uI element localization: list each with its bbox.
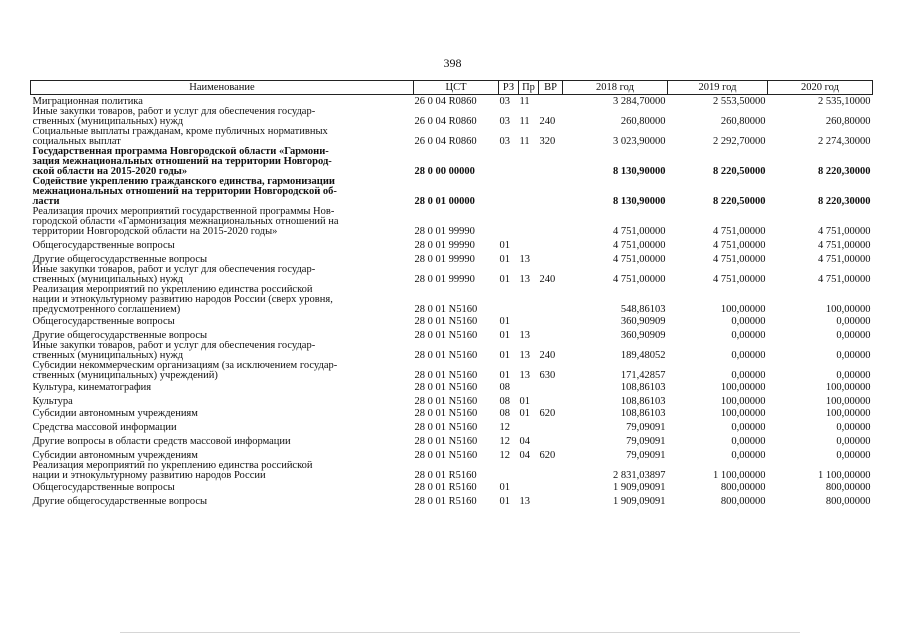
page-bottom-rule [120, 632, 800, 633]
row-name [31, 327, 414, 341]
row-name [31, 461, 414, 481]
row-2020: 2 535,10000 [818, 95, 871, 107]
row-vr: 620 [539, 407, 556, 419]
row-2020: 260,80000 [825, 115, 871, 127]
row-2019: 4 751,00000 [713, 239, 766, 251]
row-2019: 100,00000 [720, 395, 766, 407]
row-cst: 28 0 01 N5160 [414, 315, 478, 327]
row-name [31, 393, 414, 407]
header-2019: 2019 год [668, 81, 768, 95]
row-2018: 3 284,70000 [613, 95, 666, 107]
table-row [31, 95, 873, 107]
row-2020: 100,00000 [825, 303, 871, 315]
row-name [31, 147, 414, 177]
row-vr [539, 327, 563, 341]
row-rz: 01 [499, 239, 510, 251]
row-name [31, 315, 414, 327]
row-name [31, 95, 414, 107]
row-2020: 2 274,30000 [818, 135, 871, 147]
row-rz: 01 [499, 273, 510, 285]
row-name [31, 177, 414, 207]
row-vr: 320 [539, 135, 556, 147]
row-2020: 4 751,00000 [818, 273, 871, 285]
row-vr [539, 207, 563, 237]
row-name-line: ственных (муниципальных) нужд [32, 115, 184, 127]
row-rz: 08 [499, 407, 510, 419]
header-rz: РЗ [499, 81, 519, 95]
row-cst: 28 0 01 99990 [414, 253, 475, 265]
row-name-line: Общегосударственные вопросы [32, 481, 175, 493]
row-name-line: Другие общегосударственные вопросы [32, 329, 208, 341]
row-2020: 8 220,30000 [818, 165, 871, 177]
row-cst: 28 0 01 99990 [414, 225, 475, 237]
row-name-line: Иные закупки товаров, работ и услуг для обеспечения государ- [32, 264, 316, 275]
page-number: 398 [443, 56, 462, 70]
row-pr: 13 [519, 253, 530, 265]
row-vr [539, 95, 563, 107]
row-2018: 108,86103 [620, 381, 666, 393]
row-name-line: Иные закупки товаров, работ и услуг для обеспечения государ- [32, 340, 316, 351]
row-cst: 28 0 01 R5160 [414, 495, 477, 507]
row-cst: 28 0 01 N5160 [414, 435, 478, 447]
row-rz: 12 [499, 449, 510, 461]
row-name-line: Другие общегосударственные вопросы [32, 253, 208, 265]
row-2020: 0,00000 [836, 315, 871, 327]
row-pr: 04 [519, 435, 530, 447]
row-rz [499, 207, 519, 237]
row-2019: 2 292,70000 [713, 135, 766, 147]
row-pr [519, 315, 539, 327]
row-cst: 28 0 01 N5160 [414, 421, 478, 433]
row-2018: 79,09091 [626, 421, 666, 433]
table-row [31, 419, 873, 433]
row-name [31, 481, 414, 493]
row-pr [519, 207, 539, 237]
row-2019: 4 751,00000 [713, 253, 766, 265]
row-2018: 1 909,09091 [613, 495, 666, 507]
row-2018: 108,86103 [620, 395, 666, 407]
row-cst: 28 0 01 R5160 [414, 481, 477, 493]
row-2020: 0,00000 [836, 435, 871, 447]
row-vr [539, 315, 563, 327]
row-name-line: Реализация прочих мероприятий государственной программы Нов- [32, 206, 335, 217]
row-name-line: Общегосударственные вопросы [32, 239, 175, 251]
row-rz: 01 [499, 369, 510, 381]
row-name-line: нации и этнокультурному развитию народов России (сверх уровня, [32, 293, 333, 305]
header-pr: Пр [519, 81, 539, 95]
row-name [31, 361, 414, 381]
row-2020: 4 751,00000 [818, 225, 871, 237]
row-2020: 4 751,00000 [818, 239, 871, 251]
row-cst: 28 0 01 N5160 [414, 303, 478, 315]
table-row [31, 407, 873, 419]
table-body [31, 95, 873, 507]
row-rz: 01 [499, 315, 510, 327]
row-rz: 08 [499, 381, 510, 393]
row-2019: 4 751,00000 [713, 225, 766, 237]
row-name-line: межнациональных отношений на территории Новгородской об- [32, 185, 337, 197]
table-row [31, 393, 873, 407]
table-row [31, 207, 873, 237]
row-cst: 28 0 01 N5160 [414, 329, 478, 341]
row-cst: 28 0 01 R5160 [414, 469, 477, 481]
row-pr: 01 [519, 395, 530, 407]
table-row [31, 341, 873, 361]
row-name-line: Культура, кинематография [32, 381, 152, 393]
row-pr: 11 [519, 135, 530, 147]
row-name-line: ласти [32, 195, 60, 207]
row-vr [539, 147, 563, 177]
row-2018: 79,09091 [626, 449, 666, 461]
row-2018: 4 751,00000 [613, 239, 666, 251]
row-name [31, 285, 414, 315]
row-rz: 01 [499, 253, 510, 265]
row-2018: 4 751,00000 [613, 273, 666, 285]
row-name [31, 251, 414, 265]
row-pr [519, 481, 539, 493]
row-pr: 11 [519, 115, 530, 127]
row-cst: 28 0 01 N5160 [414, 349, 478, 361]
row-pr [519, 419, 539, 433]
row-vr: 620 [539, 449, 556, 461]
row-name-line: ственных (муниципальных) учреждений) [32, 369, 218, 381]
table-row [31, 381, 873, 393]
row-2018: 260,80000 [620, 115, 666, 127]
row-pr: 11 [519, 95, 530, 107]
table-row [31, 461, 873, 481]
row-rz [499, 177, 519, 207]
row-pr [519, 461, 539, 481]
row-rz: 01 [499, 349, 510, 361]
row-name-line: Другие общегосударственные вопросы [32, 495, 208, 507]
header-cst: ЦСТ [414, 81, 499, 95]
row-pr: 13 [519, 273, 530, 285]
row-name-line: Реализация мероприятий по укреплению единства российской [32, 460, 313, 471]
row-vr [539, 381, 563, 393]
row-2018: 8 130,90000 [613, 165, 666, 177]
row-name-line: городской области «Гармонизация межнациональных отношений на [32, 215, 339, 227]
row-name-line: Реализация мероприятий по укреплению единства российской [32, 284, 313, 295]
row-2018: 360,90909 [620, 329, 666, 341]
row-2019: 100,00000 [720, 381, 766, 393]
row-name [31, 127, 414, 147]
row-2019: 4 751,00000 [713, 273, 766, 285]
row-name [31, 407, 414, 419]
row-vr [539, 285, 563, 315]
table-row [31, 177, 873, 207]
row-rz: 03 [499, 95, 510, 107]
row-2019: 8 220,50000 [713, 195, 766, 207]
row-name-line: территории Новгородской области на 2015-2020 годы» [32, 225, 278, 237]
row-name-line: Другие вопросы в области средств массовой информации [32, 435, 291, 447]
row-2018: 189,48052 [620, 349, 666, 361]
row-name-line: Субсидии автономным учреждениям [32, 449, 198, 461]
row-pr: 13 [519, 369, 530, 381]
row-2020: 4 751,00000 [818, 253, 871, 265]
row-2019: 0,00000 [731, 449, 766, 461]
row-2018: 3 023,90000 [613, 135, 666, 147]
row-name-line: предусмотренного соглашением) [32, 303, 181, 315]
header-vr: ВР [539, 81, 563, 95]
row-vr [539, 251, 563, 265]
row-vr: 240 [539, 273, 556, 285]
row-2020: 0,00000 [836, 369, 871, 381]
row-2020: 8 220,30000 [818, 195, 871, 207]
row-2020: 100,00000 [825, 395, 871, 407]
row-pr: 13 [519, 349, 530, 361]
table-row [31, 127, 873, 147]
table-row [31, 447, 873, 461]
budget-table [30, 80, 873, 507]
row-name [31, 493, 414, 507]
row-pr [519, 285, 539, 315]
row-2020: 0,00000 [836, 449, 871, 461]
row-name-line: Культура [32, 395, 73, 407]
row-2018: 108,86103 [620, 407, 666, 419]
row-vr [539, 493, 563, 507]
row-2019: 800,00000 [720, 481, 766, 493]
row-2019: 1 100,00000 [713, 469, 766, 481]
row-cst: 28 0 01 N5160 [414, 395, 478, 407]
row-2018: 4 751,00000 [613, 225, 666, 237]
row-name [31, 265, 414, 285]
row-rz [499, 461, 519, 481]
header-name: Наименование [31, 81, 414, 95]
row-2019: 2 553,50000 [713, 95, 766, 107]
row-2019: 0,00000 [731, 315, 766, 327]
row-name-line: зация межнациональных отношений на территории Новгород- [32, 155, 332, 167]
table-row [31, 327, 873, 341]
row-name [31, 419, 414, 433]
row-2018: 8 130,90000 [613, 195, 666, 207]
row-vr [539, 419, 563, 433]
row-vr [539, 237, 563, 251]
row-name-line: нации и этнокультурному развитию народов России [32, 469, 266, 481]
row-rz [499, 285, 519, 315]
row-vr: 630 [539, 369, 556, 381]
row-pr: 13 [519, 329, 530, 341]
table-header-row [31, 81, 873, 95]
table-row [31, 251, 873, 265]
row-2019: 100,00000 [720, 407, 766, 419]
row-rz: 03 [499, 135, 510, 147]
table-row [31, 315, 873, 327]
row-name-line: Социальные выплаты гражданам, кроме публичных нормативных [32, 126, 328, 137]
row-rz: 12 [499, 435, 510, 447]
row-name-line: Субсидии некоммерческим организациям (за исключением государ- [32, 360, 338, 371]
row-2018: 4 751,00000 [613, 253, 666, 265]
row-name-line: Иные закупки товаров, работ и услуг для обеспечения государ- [32, 106, 316, 117]
row-2020: 800,00000 [825, 495, 871, 507]
row-2019: 100,00000 [720, 303, 766, 315]
row-2020: 0,00000 [836, 329, 871, 341]
row-cst: 26 0 04 R0860 [414, 95, 477, 107]
row-cst: 28 0 01 00000 [414, 195, 475, 207]
row-rz: 03 [499, 115, 510, 127]
row-pr [519, 237, 539, 251]
row-name-line: Миграционная политика [32, 95, 143, 107]
row-pr [519, 381, 539, 393]
row-vr [539, 433, 563, 447]
row-2019: 0,00000 [731, 435, 766, 447]
table-row [31, 285, 873, 315]
row-name-line: ственных (муниципальных) нужд [32, 349, 184, 361]
row-cst: 28 0 00 00000 [414, 165, 475, 177]
row-2019: 260,80000 [720, 115, 766, 127]
row-name-line: Общегосударственные вопросы [32, 315, 175, 327]
row-2018: 548,86103 [620, 303, 666, 315]
row-vr [539, 177, 563, 207]
row-2018: 79,09091 [626, 435, 666, 447]
table-row [31, 433, 873, 447]
table-row [31, 265, 873, 285]
row-name [31, 207, 414, 237]
row-name [31, 237, 414, 251]
table-row [31, 361, 873, 381]
row-cst: 26 0 04 R0860 [414, 135, 477, 147]
row-name [31, 433, 414, 447]
row-rz: 12 [499, 421, 510, 433]
row-vr [539, 481, 563, 493]
row-cst: 28 0 01 N5160 [414, 449, 478, 461]
row-rz: 01 [499, 495, 510, 507]
row-name-line: Государственная программа Новгородской области «Гармони- [32, 146, 329, 157]
row-name [31, 107, 414, 127]
row-name-line: социальных выплат [32, 135, 121, 147]
row-2019: 8 220,50000 [713, 165, 766, 177]
row-name [31, 447, 414, 461]
row-rz [499, 147, 519, 177]
row-cst: 28 0 01 99990 [414, 273, 475, 285]
row-2020: 0,00000 [836, 421, 871, 433]
row-name-line: ской области на 2015-2020 годы» [32, 165, 188, 177]
row-cst: 28 0 01 N5160 [414, 369, 478, 381]
row-2020: 1 100,00000 [818, 469, 871, 481]
row-pr: 13 [519, 495, 530, 507]
row-cst: 28 0 01 N5160 [414, 407, 478, 419]
row-2019: 800,00000 [720, 495, 766, 507]
row-2019: 0,00000 [731, 369, 766, 381]
row-name-line: Содействие укреплению гражданского единства, гармонизации [32, 176, 335, 187]
row-2019: 0,00000 [731, 349, 766, 361]
header-2020: 2020 год [768, 81, 873, 95]
header-2018: 2018 год [563, 81, 668, 95]
table-row [31, 147, 873, 177]
row-2019: 0,00000 [731, 329, 766, 341]
row-pr: 01 [519, 407, 530, 419]
row-pr [519, 147, 539, 177]
row-rz: 01 [499, 481, 510, 493]
row-cst: 28 0 01 99990 [414, 239, 475, 251]
row-vr [539, 393, 563, 407]
table-row [31, 481, 873, 493]
table-row [31, 493, 873, 507]
row-pr [519, 177, 539, 207]
row-vr [539, 461, 563, 481]
row-2018: 360,90909 [620, 315, 666, 327]
row-2018: 2 831,03897 [613, 469, 666, 481]
row-name [31, 341, 414, 361]
row-2019: 0,00000 [731, 421, 766, 433]
row-2020: 0,00000 [836, 349, 871, 361]
table-row [31, 107, 873, 127]
row-cst: 28 0 01 N5160 [414, 381, 478, 393]
table-row [31, 237, 873, 251]
row-rz: 01 [499, 329, 510, 341]
row-2018: 171,42857 [620, 369, 666, 381]
row-2018: 1 909,09091 [613, 481, 666, 493]
row-pr: 04 [519, 449, 530, 461]
row-name-line: ственных (муниципальных) нужд [32, 273, 184, 285]
row-2020: 100,00000 [825, 407, 871, 419]
row-name-line: Субсидии автономным учреждениям [32, 407, 198, 419]
row-name [31, 381, 414, 393]
row-2020: 100,00000 [825, 381, 871, 393]
row-name-line: Средства массовой информации [32, 421, 177, 433]
row-rz: 08 [499, 395, 510, 407]
row-cst: 26 0 04 R0860 [414, 115, 477, 127]
row-2020: 800,00000 [825, 481, 871, 493]
row-vr: 240 [539, 349, 556, 361]
row-vr: 240 [539, 115, 556, 127]
